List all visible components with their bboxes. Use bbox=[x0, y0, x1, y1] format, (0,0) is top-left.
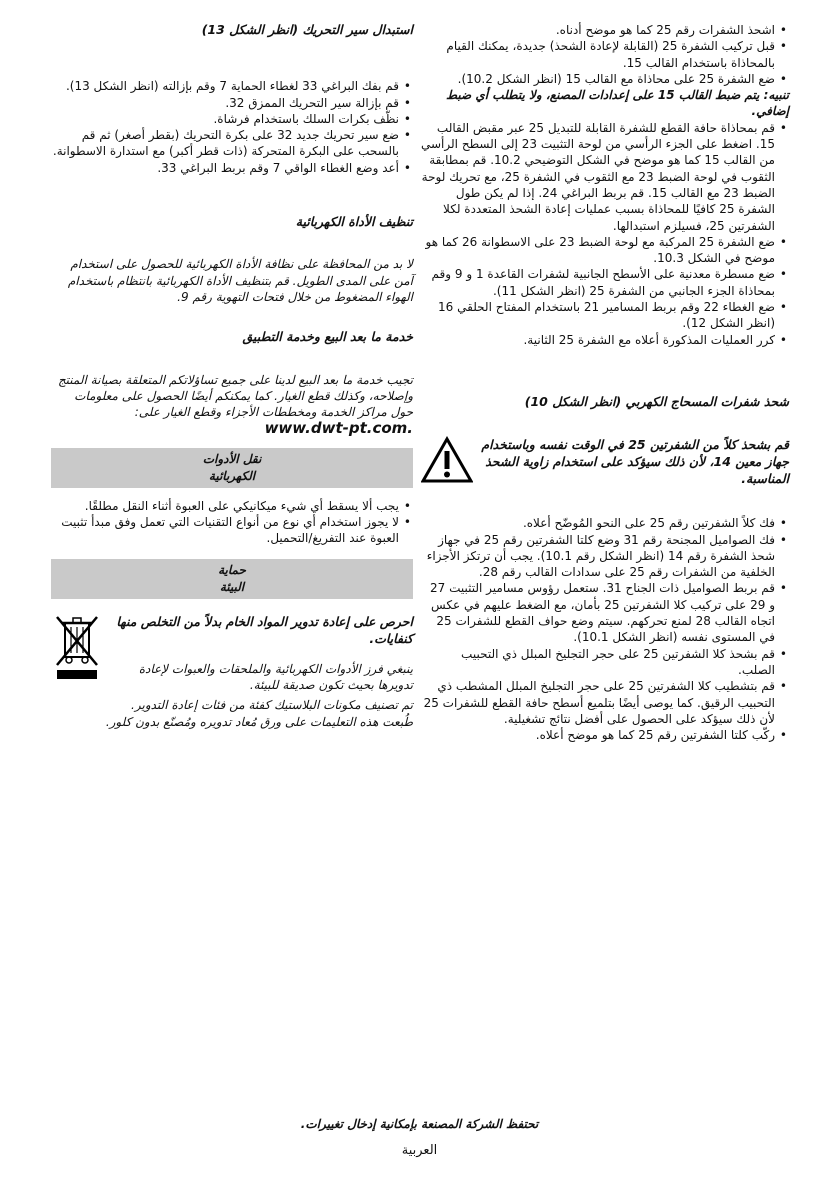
belt-heading: استبدال سير التحريك (انظر الشكل 13) bbox=[201, 22, 413, 37]
clean-heading: تنظيف الأداة الكهربائية bbox=[295, 214, 413, 230]
service-text bbox=[51, 372, 413, 438]
service-text-body: تجيب خدمة ما بعد البيع لدينا على جميع تساؤلاتكم المتعلقة بصيانة المنتج وإصلاحه، وكذلك قطع الغيار. كما يمكنكم أيضًا الحصول على معلومات حول مراكز الخدمة ومخططات الأجزاء وقطع الغيار على: bbox=[57, 372, 413, 420]
paper-text: طُبعت هذه التعليمات على ورق مُعاد تدويره ومُصنّع بدون كلور. bbox=[105, 714, 413, 729]
environment-box bbox=[51, 559, 413, 599]
list-item: • فك كلاً الشفرتين رقم 25 على النحو المُوضّح أعلاه. bbox=[421, 515, 789, 531]
list-item: • نظّف بكرات السلك باستخدام فرشاة. bbox=[51, 111, 413, 127]
list-item: • لا يجوز استخدام أي نوع من أنواع التقنيات التي تعمل وفق مبدأ تثبيت العبوة عند التفريغ/التحميل. bbox=[51, 514, 413, 547]
warning-block bbox=[421, 436, 789, 487]
list-item: • اشحذ الشفرات رقم 25 كما هو موضح أدناه. bbox=[421, 22, 789, 38]
notice: تنبيه: يتم ضبط القالب 15 على إعدادات المصنع، ولا يتطلب أي ضبط إضافي. bbox=[446, 88, 789, 119]
environment-box-line-2: البيئة bbox=[219, 579, 245, 594]
list-item: • ضع مسطرة معدنية على الأسطح الجانبية لشفرات القاعدة 1 و 9 وقم بمحاذاة الجزء الجانبي من الشفرة 25 (انظر الشكل 11). bbox=[421, 266, 789, 299]
list-item: • قم بفك البراغي 33 لغطاء الحماية 7 وقم بإزالته (انظر الشكل 13). bbox=[51, 78, 413, 94]
transport-box-line-2: الكهربائية bbox=[208, 468, 256, 483]
list-item: • ضع سير تحريك جديد 32 على بكرة التحريك (بقطر أصغر) ثم قم بالسحب على البكرة المتحركة (ذات قطر أكبر) مع استدارة الاسطوانة. bbox=[51, 127, 413, 160]
sharpen-heading: شحذ شفرات المسحاج الكهربي (انظر الشكل 10) bbox=[524, 393, 789, 409]
warning-triangle-icon bbox=[421, 436, 473, 484]
list-item: • قبل تركيب الشفرة 25 (القابلة لإعادة الشحذ) جديدة، يمكنك القيام بالمحاذاة باستخدام القالب 15. bbox=[421, 38, 789, 71]
sharpen-list-2 bbox=[421, 120, 789, 348]
right-column bbox=[421, 22, 789, 743]
transport-list bbox=[51, 498, 413, 547]
sharpen-list-3 bbox=[421, 515, 789, 743]
list-item: • قم بإزالة سير التحريك الممزق 32. bbox=[51, 95, 413, 111]
recycle-block bbox=[51, 613, 413, 694]
clean-text: لا بد من المحافظة على نظافة الأداة الكهربائية للحصول على استخدام آمن على المدى الطويل. قم بتنظيف الأداة الكهربائية بانتظام باستخدام الهواء المضغوط من خلال فتحات التهوية رقم 9. bbox=[67, 257, 413, 304]
list-item: • أعد وضع الغطاء الواقي 7 وقم بربط البراغي 33. bbox=[51, 160, 413, 176]
transport-box bbox=[51, 448, 413, 488]
list-item: • قم بشحذ كلا الشفرتين 25 على حجر التجليخ المبلل ذي التحبيب الصلب. bbox=[421, 646, 789, 679]
language-label: العربية bbox=[401, 1143, 438, 1158]
list-item: • يجب ألا يسقط أي شيء ميكانيكي على العبوة أثناء النقل مطلقًا. bbox=[51, 498, 413, 514]
recycle-texts bbox=[111, 613, 413, 694]
list-item: • ضع الشفرة 25 المركبة مع لوحة الضبط 23 على الاسطوانة 26 كما هو موضح في الشكل 10.3. bbox=[421, 234, 789, 267]
list-item: • قم بمحاذاة حافة القطع للشفرة القابلة للتبديل 25 عبر مقبض القالب 15. اضغط على الجزء الرأسي من لوحة التثبيت 23 إلى السطح الرأسي من القالب 15 كما هو موضح في الشكل التوضيحي 10.2. قم بمطابقة الثقوب في لوحة الضبط 23 مع الثقوب في الشفرة 25، مع تحريك لوحة الضبط 23 مع القالب 15. قم بربط البراغي 24. إذا لم يكن طول الشفرة 25 كافيًا للمحاذاة بسبب عمليات إعادة الشحذ المتعددة لكلا الشفرتين 25، فسيلزم استبدالها. bbox=[421, 120, 789, 234]
list-item: • كرر العمليات المذكورة أعلاه مع الشفرة 25 الثانية. bbox=[421, 332, 789, 348]
sharpen-list-1 bbox=[421, 22, 789, 87]
recycle-text: ينبغي فرز الأدوات الكهربائية والملحقات والعبوات لإعادة تدويرها بحيث تكون صديقة للبيئة. bbox=[138, 661, 413, 692]
service-url[interactable]: www.dwt-pt.com. bbox=[264, 419, 413, 438]
list-item: • ضع الشفرة 25 على محاذاة مع القالب 15 (انظر الشكل 10.2). bbox=[421, 71, 789, 87]
crossed-bin-icon bbox=[51, 613, 103, 681]
list-item: • قم بتشطيب كلا الشفرتين 25 على حجر التجليخ المبلل المشطب ذي التحبيب الرقيق. كما يوصى أيضًا بتلميع أسطح حافة القطع للشفرات 25 لأن ذلك سيؤكد على الحصول على أفضل نتائج تشغيلية. bbox=[421, 678, 789, 727]
transport-box-line-1: نقل الأدوات bbox=[202, 451, 262, 466]
left-column bbox=[51, 22, 413, 730]
list-item: • ضع الغطاء 22 وقم بربط المسامير 21 باستخدام المفتاح الحلقي 16 (انظر الشكل 12). bbox=[421, 299, 789, 332]
plastic-text: تم تصنيف مكونات البلاستيك كفئة من فئات إعادة التدوير. bbox=[131, 698, 413, 713]
warning-text: قم بشحذ كلاً من الشفرتين 25 في الوقت نفسه وباستخدام جهاز معين 14، لأن ذلك سيؤكد على استخدام زاوية الشحذ المناسبة. bbox=[481, 437, 789, 487]
list-item: • ركّب كلتا الشفرتين رقم 25 كما هو موضح أعلاه. bbox=[421, 727, 789, 743]
belt-list bbox=[51, 78, 413, 176]
rights-notice: تحتفظ الشركة المصنعة بإمكانية إدخال تغييرات. bbox=[300, 1117, 539, 1131]
environment-box-line-1: حماية bbox=[218, 562, 246, 577]
service-heading: خدمة ما بعد البيع وخدمة التطبيق bbox=[242, 329, 413, 345]
list-item: • فك الصواميل المجنحة رقم 31 وضع كلتا الشفرتين رقم 25 في جهاز شحذ الشفرة رقم 14 (انظر الشكل رقم 10.1). يجب أن ترتكز الأجزاء الخلفية من الشفرات رقم 25 على سدادات القالب رقم 28. bbox=[421, 532, 789, 581]
list-item: • قم بربط الصواميل ذات الجناح 31. ستعمل رؤوس مسامير التثبيت 27 و 29 على تركيب كلا الشفرتين 25 بأمان، مع الضغط عليهم في عكس اتجاه القالب 28 لمنع تحركهم. سيتم وضع حواف القطع للشفرات 25 في المستوى نفسه (انظر الشكل 10.1). bbox=[421, 580, 789, 645]
recycle-heading: احرص على إعادة تدوير المواد الخام بدلاً من التخلص منها كنفايات. bbox=[116, 613, 413, 646]
